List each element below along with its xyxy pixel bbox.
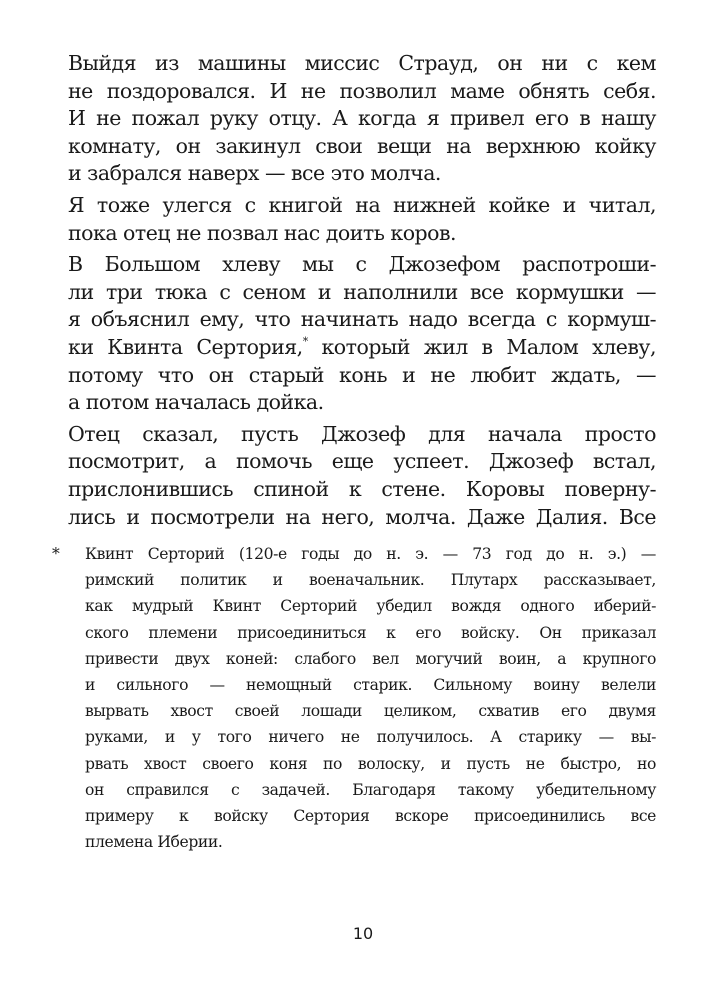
text-line: Выйдя из машины миссис Страуд, он ни с кем (68, 51, 656, 75)
footnote-body (85, 541, 656, 855)
footnote (52, 541, 656, 855)
text-line: И не пожал руку отцу. А когда я привел его в нашу (68, 106, 656, 131)
text-line: Отец сказал, пусть Джозеф для начала просто (68, 421, 656, 446)
text-line: комнату, он закинул свои вещи на верхнюю койку (68, 133, 656, 158)
text-fragment: ки Квинта Сертория, (68, 334, 303, 359)
footnote-line: примеру к войску Сертория вскоре присоединились все (85, 807, 656, 826)
page-number: 10 (352, 924, 374, 943)
text-line: я объяснил ему, что начинать надо всегда с кормуш- (68, 307, 656, 332)
footnote-line: привести двух коней: слабого вел могучий воин, а крупного (85, 649, 656, 668)
footnote-line: как мудрый Квинт Серторий убедил вождя одного иберий- (85, 597, 656, 616)
text-line: не поздоровался. И не позволил маме обнять себя. (68, 78, 656, 103)
footnote-line: руками, и у того ничего не получилось. А старику — вы- (85, 728, 656, 747)
text-line: лись и посмотрели на него, молча. Даже Далия. Все (68, 504, 656, 529)
footnote-line: племена Иберии. (85, 833, 223, 852)
text-line: посмотрит, а помочь еще успеет. Джозеф встал, (68, 449, 656, 474)
text-line: и забрался наверх — все это молча. (68, 161, 441, 186)
text-line: Я тоже улегся с книгой на нижней койке и читал, (68, 192, 656, 217)
footnote-line: рвать хвост своего коня по волоску, и пусть не быстро, но (85, 754, 656, 773)
footnote-reference: * (302, 335, 308, 349)
footnote-line: и сильного — немощный старик. Сильному воину велели (85, 676, 656, 695)
footnote-line: вырвать хвост своей лошади целиком, схватив его двумя (85, 702, 656, 721)
main-text (68, 50, 656, 531)
footnote-line: Квинт Серторий (120-е годы до н. э. — 73 год до н. э.) — (85, 545, 656, 563)
footnote-line: ского племени присоединиться к его войску. Он приказал (85, 623, 656, 642)
footnote-line: он справился с задачей. Благодаря такому убедительному (85, 780, 656, 799)
text-line: а потом началась дойка. (68, 390, 324, 415)
text-line: прислонившись спиной к стене. Коровы поверну- (68, 476, 656, 501)
text-line: ли три тюка с сеном и наполнили все кормушки — (68, 279, 656, 304)
text-line: В Большом хлеву мы с Джозефом распотроши- (68, 252, 656, 277)
text-line: пока отец не позвал нас доить коров. (68, 220, 457, 245)
text-line: потому что он старый конь и не любит ждать, — (68, 362, 656, 387)
text-line-with-footnote-ref (68, 334, 656, 362)
text-fragment: который жил в Малом хлеву, (307, 334, 656, 359)
footnote-line: римский политик и военачальник. Плутарх рассказывает, (85, 571, 656, 590)
footnote-marker: * (52, 545, 60, 563)
